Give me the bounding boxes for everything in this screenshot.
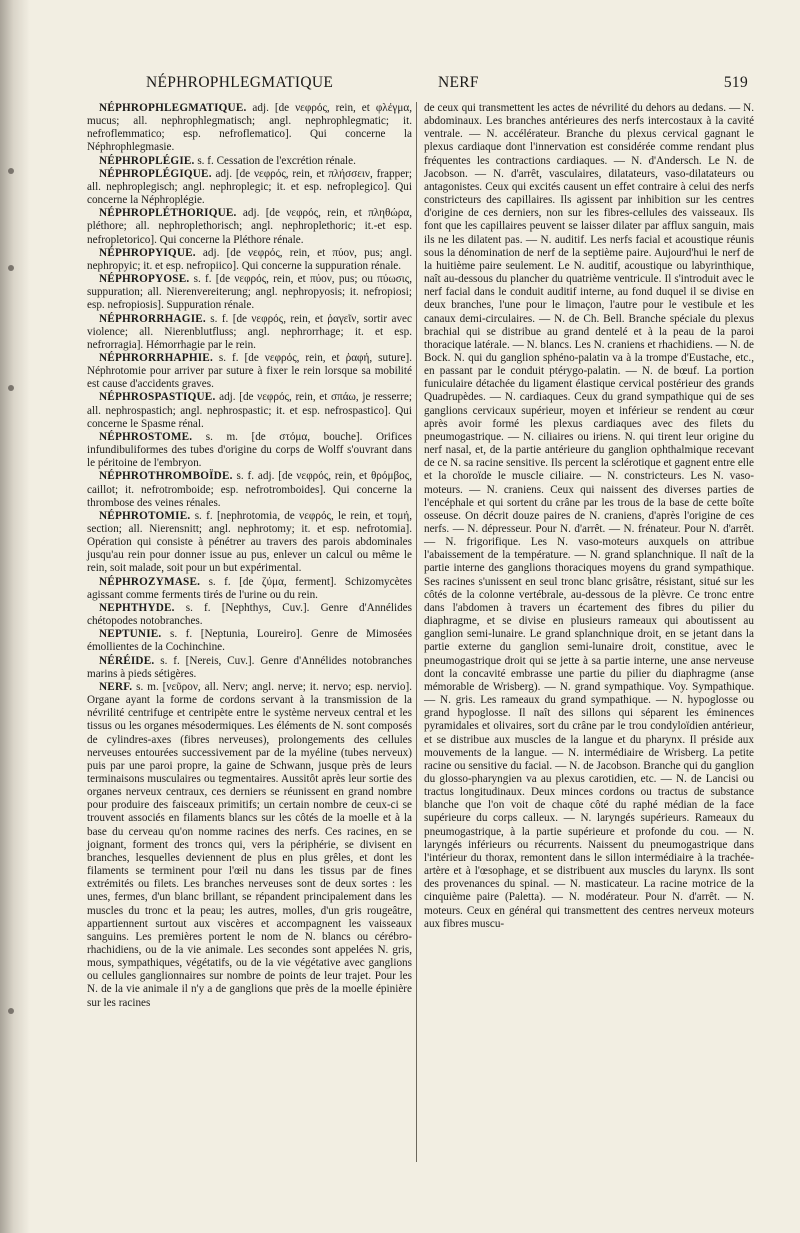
entry-neptunie [87, 628, 412, 654]
running-head-center: NERF [438, 74, 479, 91]
running-head-left: NÉPHROPHLEGMATIQUE [146, 74, 334, 91]
entry-headword: NÉPHROSPASTIQUE. [99, 391, 216, 404]
right-column [424, 102, 754, 931]
entry-definition: s. f. [Nephthys, Cuv.]. Genre d'Annélides chétopodes notobranches. [87, 601, 412, 628]
entry-headword: NÉPHRORRHAPHIE. [99, 351, 213, 364]
page-number: 519 [723, 74, 748, 91]
left-column [87, 102, 412, 1010]
entry-nephrothromboide [87, 470, 412, 509]
page-edge-shadow [0, 0, 30, 1233]
entry-headword: NÉPHROTOMIE. [99, 509, 191, 522]
entry-nephroplegique [87, 168, 412, 207]
entry-definition: s. f. [de νεφρός, rein, et πύον, pus; ou πύωσις, suppuration; all. Nierenvereiterung; angl. nephropyosis; it. nefropiosi; esp. nefropiosis]. Suppuration rénale. [87, 273, 412, 312]
ink-spot [8, 265, 14, 271]
entry-definition: adj. [de νεφρός, rein, et φλέγμα, mucus; all. nephrophlegmatisch; angl. nephrophlegmatic; it. nefroflemmatico; esp. nefroflematico]. Qui concerne la Néphrophlegmasie. [87, 102, 412, 154]
entry-definition: adj. [de νεφρός, rein, et πύον, pus; angl. nephropyic; it. et esp. nefropiico]. Qui concerne la suppuration rénale. [87, 246, 412, 272]
entry-definition: s. f. [de νεφρός, rein, et ῥαγεῖν, sortir avec violence; all. Nierenblutfluss; angl. nephrorrhage; it. et esp. nefrorragia]. Hémorrhagie par le rein. [87, 312, 412, 351]
entry-nerf-continued: de ceux qui transmettent les actes de névrilité du dehors au dedans. — N. abdominaux. Les branches antérieures des nerfs intercostaux à la cavité ventrale. — N. accélérateur. Branche du plexus cervical gagnant le plexus cardiaque dont l'innervation est considérée comme rendant plus fréquentes les contractions cardiaques. — N. d'Andersch. Le N. de Jacobson. — N. d'arrêt, vasculaires, dilatateurs, vaso-dilatateurs ou antagonistes. Ceux qui excités causent un effet contraire à celui des nerfs constricteurs des capillaires. Ils agissent par inhibition sur les centres d'origine de ces derniers, non sur les fibres-cellules des vaisseaux. Ils font que les capillaires peuvent se laisser dilater par afflux sanguin, mais ils ne les dilatent pas. — N. auditif. Les nerfs facial et acoustique réunis sous la dénomination de nerf de la septième paire. Aujourd'hui le nerf de la huitième paire seulement. Le N. auditif, acoustique ou labyrinthique, naît au-dessous du plancher du quatrième ventricule. Il s'introduit avec le nerf facial dans le conduit auditif interne, au fond duquel il se divise en deux branches, l'une pour le limaçon, l'autre pour le vestibule et les canaux demi-circulaires. — N. de Ch. Bell. Branche spéciale du plexus brachial qui se distribue au grand dentelé et à la peau de la paroi thoracique latérale. — N. blancs. Les N. craniens et rhachidiens. — N. de Bock. N. qui du ganglion sphéno-palatin va à la trompe d'Eustache, etc., en passant par le conduit ptérygo-palatin. — N. de bœuf. La portion funiculaire détachée du ligament élastique cervical postérieur des grands Quadrupèdes. — N. cardiaques. Ceux du grand sympathique qui de ses ganglions cervicaux supérieur, moyen et inférieur se rendent au cœur après avoir formé les plexus cardiaques avec des filets du pneumogastrique. — N. ciliaires ou iriens. N. qui tirent leur origine du nerf nasal, et, de la partie antérieure du ganglion ophthalmique recevant de ce N. sa racine sensitive. Ils percent la sclérotique et gagnent entre elle et la choroïde le muscle ciliaire. — N. constricteurs. Les N. vaso-moteurs. — N. craniens. Ceux qui naissent des diverses parties de l'encéphale et qui sortent du crâne par les trous de la base de cette boîte osseuse. On décrit douze paires de N. craniens, d'après l'origine de ces nerfs. — N. dépresseur. Pour N. d'arrêt. — N. frénateur. Pour N. d'arrêt. — N. frigorifique. Les N. vaso-moteurs auxquels on attribue l'abaissement de la température. — N. grand splanchnique. Il naît de la partie interne des ganglions thoraciques moyens du grand sympathique. Ses racines s'unissent en seul tronc blanc grisâtre, résistant, situé sur les côtés de la colonne vertébrale, au-dessous de la plèvre. Ce tronc entre dans l'abdomen à travers un écartement des fibres du pilier du diaphragme, et se divise en plusieurs rameaux qui aboutissent au ganglion semi-lunaire. Le grand splanchnique droit, en se jetant dans la partie externe du ganglion semi-lunaire droit, constitue, avec le pneumogastrique droit qui se jette à sa partie interne, une anse nerveuse dont la concavité embrasse une partie du pilier du diaphragme (anse mémorable de Wrisberg). — N. grand sympathique. Voy. Sympathique. — N. gris. Les rameaux du grand sympathique. — N. hypoglosse ou grand hypoglosse. Il naît des sillons qui séparent les éminences pyramidales et olivaires, sort du crâne par le trou condyloïdien antérieur, et se distribue aux muscles de la langue et du pharynx. Il préside aux mouvements de la langue. — N. intermédiaire de Wrisberg. La petite racine ou sensitive du facial. — N. de Jacobson. Branche qui du ganglion du glosso-pharyngien va au plexus carotidien, etc. — N. de Lancisi ou tractus longitudinaux. Deux minces cordons ou tractus de substance blanche que l'on voit de chaque côté du raphé médian de la face supérieure du corps calleux. — N. laryngés supérieurs. Rameaux du pneumogastrique, à la partie supérieure et profonde du cou. — N. laryngés inférieurs ou récurrents. Naissent du pneumogastrique dans l'intérieur du thorax, remontent dans le sillon intermédiaire à la trachée-artère et à l'œsophage, et se distribuent aux muscles du larynx. Ils sont des provenances du spinal. — N. masticateur. La racine motrice de la cinquième paire (Paletta). — N. modérateur. Pour N. d'arrêt. — N. moteurs. Ceux en général qui transmettent des centres nerveux moteurs aux fibres muscu- [424, 102, 754, 930]
entry-nephroplegie [87, 155, 412, 168]
entry-headword: NÉPHROSTOME. [99, 430, 193, 443]
ink-spot [8, 1008, 14, 1014]
entry-definition: s. f. [de ζύμα, ferment]. Schizomycètes agissant comme ferments tirés de l'urine ou du rein. [87, 575, 412, 601]
entry-nephrotomie [87, 510, 412, 576]
entry-headword: NÉPHRORRHAGIE. [99, 312, 206, 325]
entry-nephrospastique [87, 391, 412, 430]
entry-nephthyde [87, 602, 412, 628]
entry-headword: NÉPHROPHLEGMATIQUE. [99, 102, 247, 114]
entry-headword: NÉPHROZYMASE. [99, 575, 201, 588]
entry-definition: s. f. [nephrotomia, de νεφρός, le rein, et τομή, section; all. Nierensnitt; angl. nephrotomy; it. et esp. nefrotomia]. Opération qui consiste à pénétrer au travers des parois abdominales jusqu'au rein pour donner issue au pus, enlever un calcul ou même le rein, soit malade, soit pour un but expérimental. [87, 509, 412, 575]
entry-headword: NEPTUNIE. [99, 628, 162, 641]
entry-headword: NÉPHROPLÉGIE. [99, 154, 195, 167]
entry-definition: s. f. [Nereis, Cuv.]. Genre d'Annélides notobranches marins à pieds sétigères. [87, 654, 412, 680]
entry-headword: NÉPHROPLÉTHORIQUE. [99, 207, 237, 220]
entry-definition: adj. [de νεφρός, rein, et πλήσσειν, frapper; all. nephroplegisch; angl. nephroplegic; it. et esp. nefroplegico]. Qui concerne la Néphroplégie. [87, 167, 412, 207]
entry-headword: NÉPHROTHROMBOÏDE. [99, 470, 233, 483]
entry-nephropyique [87, 247, 412, 273]
entry-definition: adj. [de νεφρός, rein, et σπάω, je resserre; all. nephrospastich; angl. nephrospastic; it. et esp. nefrospastico]. Qui concerne le Spasme rénal. [87, 391, 412, 430]
entry-definition: s. f. adj. [de νεφρός, rein, et θρόμβος, caillot; it. nefrotromboide; esp. nefrotromboides]. Qui concerne la thrombose des veines rénales. [87, 470, 412, 509]
entry-headword: NEPHTHYDE. [99, 601, 175, 614]
entry-nephrophlegmatique [87, 102, 412, 155]
entry-nephrorrhagie [87, 313, 412, 352]
column-divider [416, 102, 417, 1162]
entry-headword: NERF. [99, 680, 133, 693]
entry-nephrorrhaphie [87, 352, 412, 391]
entry-headword: NÉPHROPYIQUE. [99, 246, 196, 259]
entry-definition: adj. [de νεφρός, rein, et πληθώρα, pléthore; all. nephroplethorisch; angl. nephroplethoric; it.-et esp. nefropletorico]. Qui concerne la Pléthore rénale. [87, 207, 412, 246]
ink-spot [8, 385, 14, 391]
entry-definition: s. f. Cessation de l'excrétion rénale. [194, 154, 356, 167]
entry-headword: NÉPHROPYOSE. [99, 273, 190, 286]
entry-headword: NÉRÉIDE. [99, 654, 155, 667]
entry-nephropyose [87, 273, 412, 312]
entry-nephroplethorique [87, 207, 412, 246]
entry-nerf [87, 681, 412, 1010]
entry-definition: s. f. [de νεφρός, rein, et ῥαφή, suture]. Néphrotomie pour arriver par suture à fixer le rein lorsque sa mobilité est cause d'accidents graves. [87, 351, 412, 391]
entry-headword: NÉPHROPLÉGIQUE. [99, 167, 212, 180]
entry-definition: s. f. [Neptunia, Loureiro]. Genre de Mimosées émollientes de la Cochinchine. [87, 628, 412, 654]
entry-definition: s. m. [de στόμα, bouche]. Orifices infundibuliformes des tubes d'origine du corps de Wolff s'ouvrant dans le péritoine de l'embryon. [87, 430, 412, 470]
entry-nephrostome [87, 431, 412, 470]
entry-nephrozymase [87, 576, 412, 602]
entry-nereide [87, 655, 412, 681]
entry-definition: s. m. [νεῦρον, all. Nerv; angl. nerve; it. nervo; esp. nervio]. Organe ayant la forme de cordons servant à la transmission de la névrilité centrifuge et centripète entre le système nerveux central et les tissus ou les organes mésodermiques. Les éléments de N. sont composés de cylindres-axes (fibres nerveuses), prolongements des cellules nerveuses entourées successivement par de la myéline (tubes nerveux) puis par une paroi propre, la gaine de Schwann, jusque près de leurs terminaisons musculaires ou tegmentaires. Aussitôt après leur sortie des organes nerveux centraux, ces derniers se réunissent en grand nombre pour produire des faisceaux primitifs; un certain nombre de ceux-ci se trouvent associés en filaments blancs sur les côtés de la moelle et à la base du cerveau qu'on nomme racines des nerfs. Ces racines, en se joignant, forment des troncs qui, vers la périphérie, se divisent en branches, lesquelles deviennent de plus en plus grêles, et dont les filaments se terminent pour l'œil nu dans les tissus par de fines extrémités ou filets. Les branches nerveuses sont de deux sortes : les unes, fermes, d'un blanc brillant, se répandent principalement dans les muscles du tronc et la peau; les autres, molles, d'un gris rougeâtre, appartiennent surtout aux viscères et accompagnent les vaisseaux sanguins. Les premières portent le nom de N. blancs ou cérébro-rhachidiens, ou de la vie animale. Les secondes sont appelées N. gris, mous, sympathiques, végétatifs, ou de la vie végétative avec ganglions ou cellules ganglionnaires sur nombre de points de leur trajet. Pour les N. de la vie animale il n'y a de ganglions que près de la moelle épinière sur les racines [87, 680, 412, 1009]
ink-spot [8, 168, 14, 174]
